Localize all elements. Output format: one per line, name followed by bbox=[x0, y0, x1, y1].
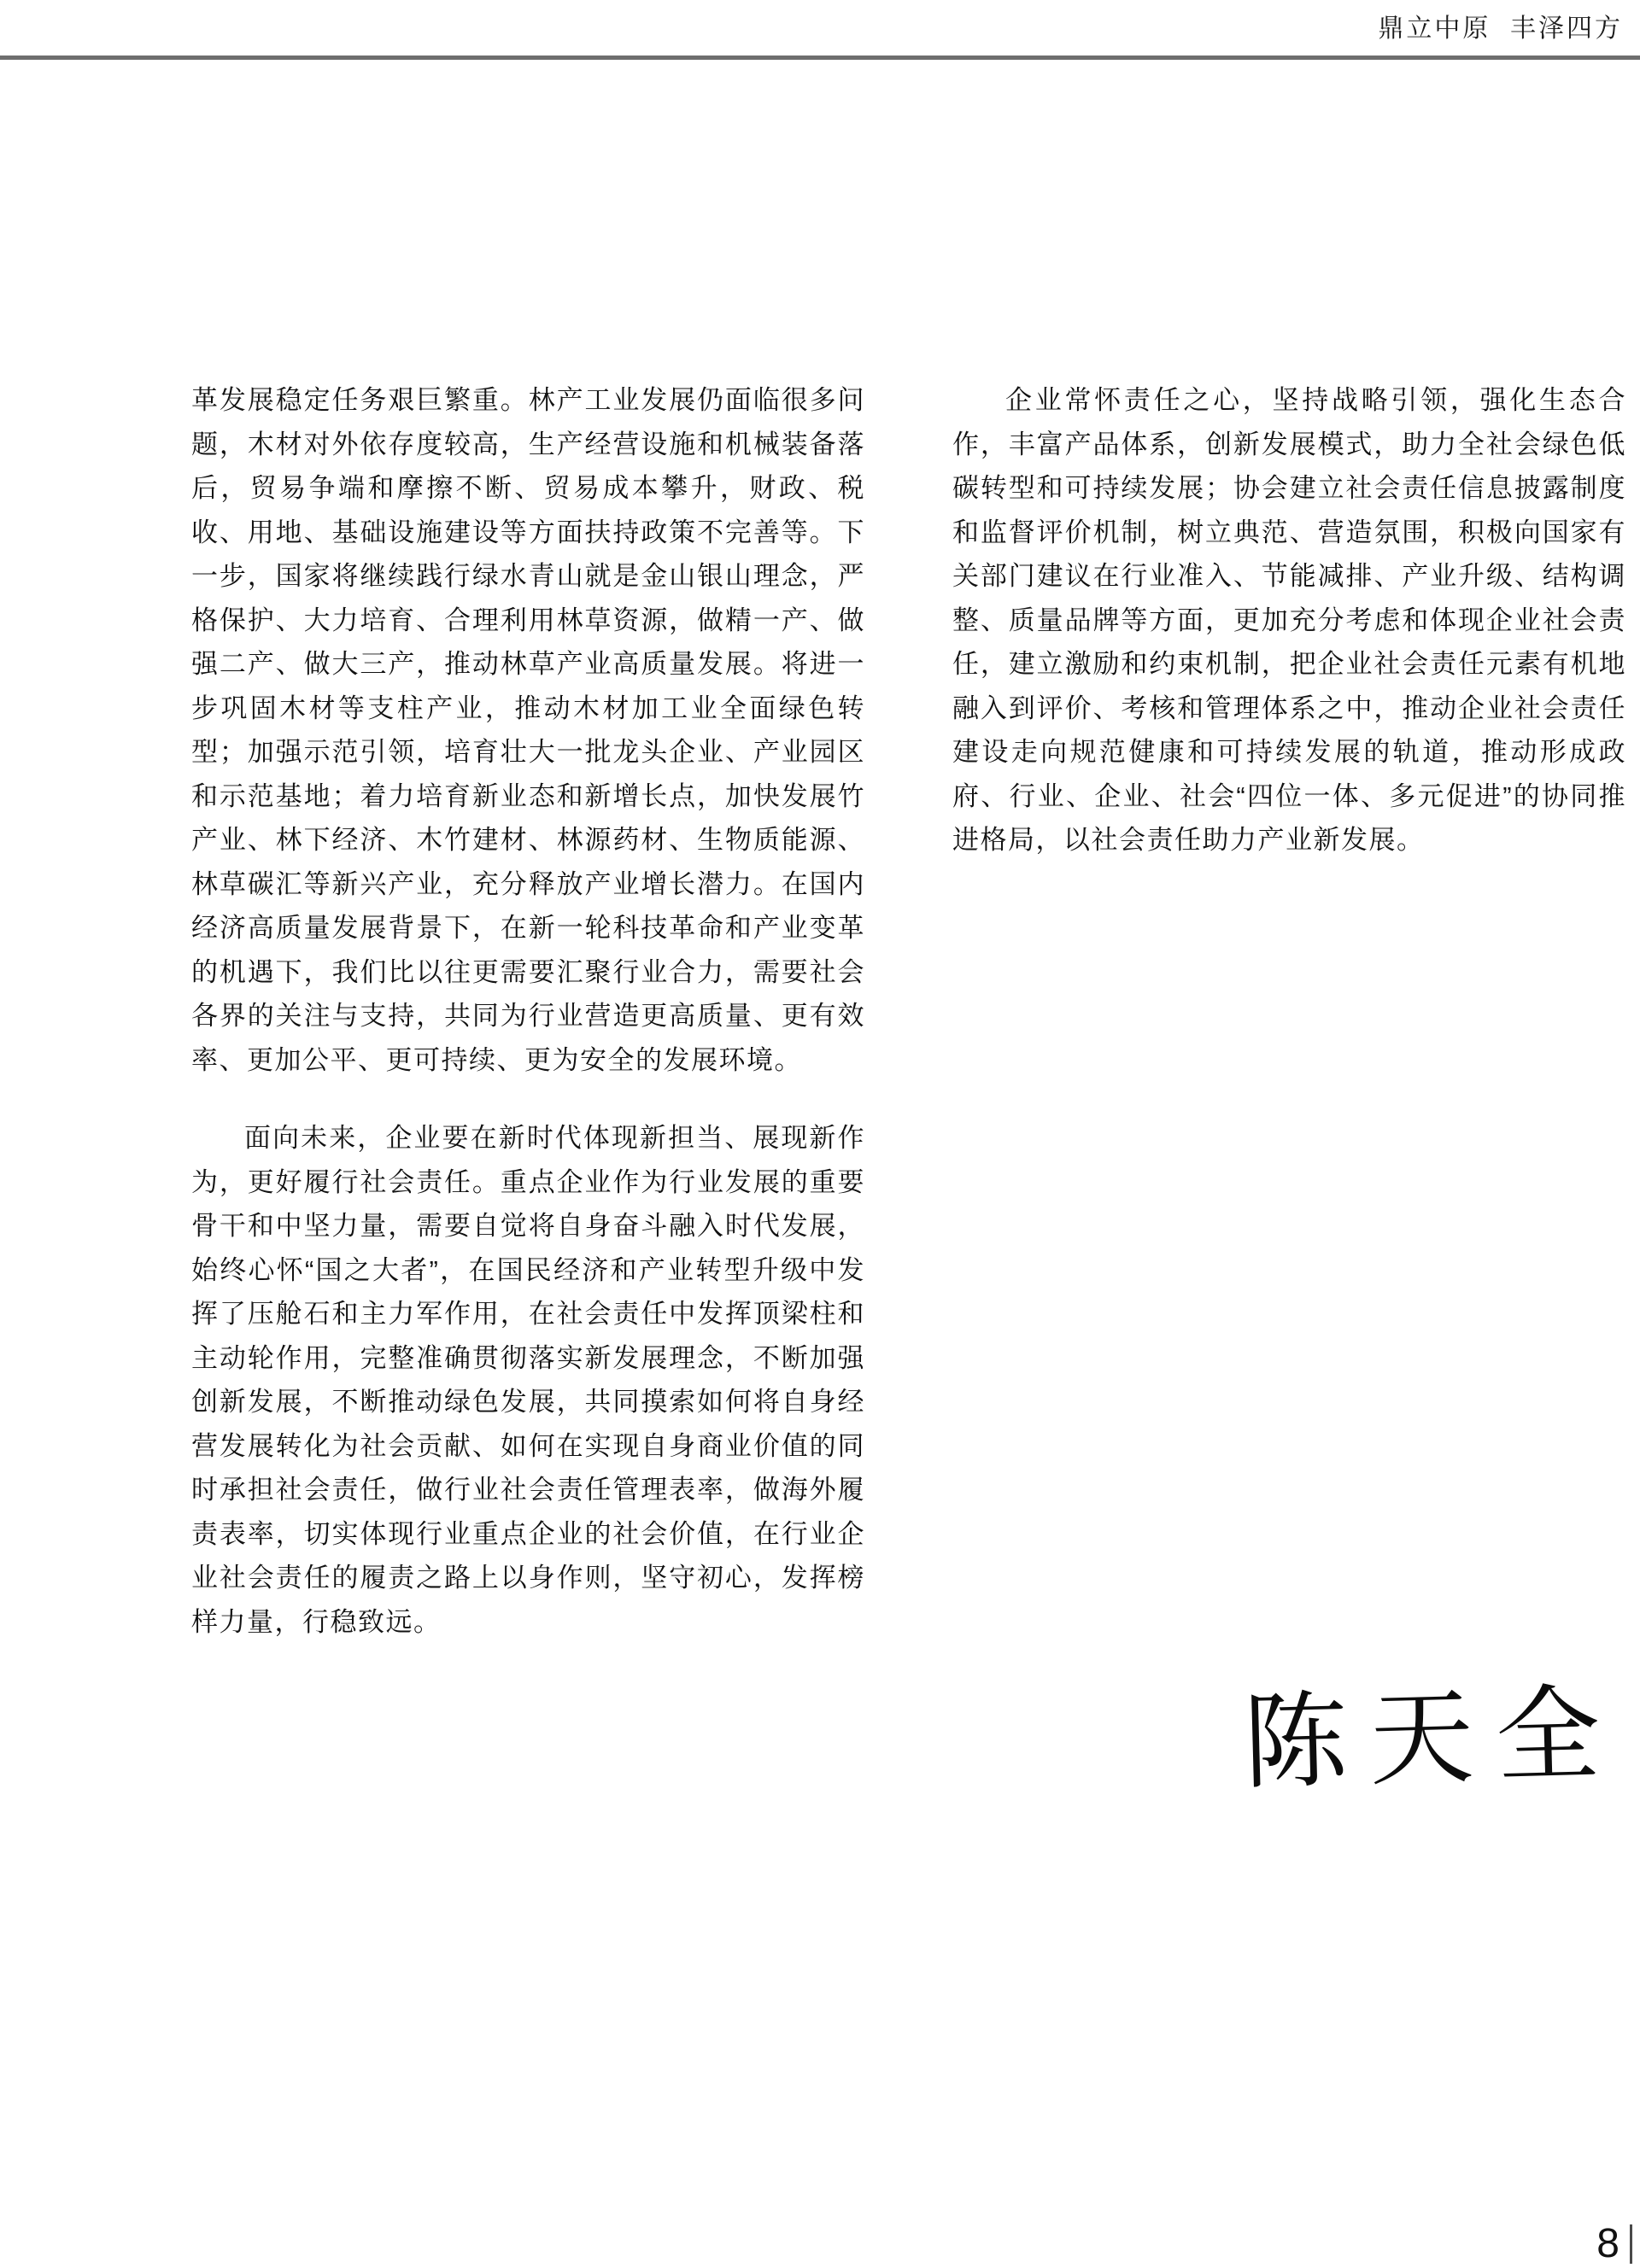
header-rule bbox=[0, 56, 1640, 60]
page-content bbox=[0, 378, 1640, 1644]
body-paragraph: 革发展稳定任务艰巨繁重。林产工业发展仍面临很多问题，木材对外依存度较高，生产经营设施和机械装备落后，贸易争端和摩擦不断、贸易成本攀升，财政、税收、用地、基础设施建设等方面扶持政策不完善等。下一步，国家将继续践行绿水青山就是金山银山理念，严格保护、大力培育、合理利用林草资源，做精一产、做强二产、做大三产，推动林草产业高质量发展。将进一步巩固木材等支柱产业，推动木材加工业全面绿色转型；加强示范引领，培育壮大一批龙头企业、产业园区和示范基地；着力培育新业态和新增长点，加快发展竹产业、林下经济、木竹建材、林源药材、生物质能源、林草碳汇等新兴产业，充分释放产业增长潜力。在国内经济高质量发展背景下，在新一轮科技革命和产业变革的机遇下，我们比以往更需要汇聚行业合力，需要社会各界的关注与支持，共同为行业营造更高质量、更有效率、更加公平、更可持续、更为安全的发展环境。 bbox=[191, 385, 865, 1075]
body-paragraph: 面向未来，企业要在新时代体现新担当、展现新作为，更好履行社会责任。重点企业作为行业发展的重要骨干和中坚力量，需要自觉将自身奋斗融入时代发展，始终心怀“国之大者”，在国民经济和产业转型升级中发挥了压舱石和主力军作用，在社会责任中发挥顶梁柱和主动轮作用，完整准确贯彻落实新发展理念，不断加强创新发展，不断推动绿色发展，共同摸索如何将自身经营发展转化为社会贡献、如何在实现自身商业价值的同时承担社会责任，做行业社会责任管理表率，做海外履责表率，切实体现行业重点企业的社会价值，在行业企业社会责任的履责之路上以身作则，坚守初心，发挥榜样力量，行稳致远。 bbox=[191, 1123, 865, 1637]
left-column bbox=[191, 378, 865, 1644]
right-column bbox=[952, 378, 1626, 1644]
signature: 陈天全 bbox=[1241, 1672, 1625, 1804]
page-number-divider bbox=[1630, 2224, 1632, 2264]
page-number: 8 bbox=[1596, 2221, 1620, 2266]
body-paragraph: 企业常怀责任之心，坚持战略引领，强化生态合作，丰富产品体系，创新发展模式，助力全社会绿色低碳转型和可持续发展；协会建立社会责任信息披露制度和监督评价机制，树立典范、营造氛围，积极向国家有关部门建议在行业准入、节能减排、产业升级、结构调整、质量品牌等方面，更加充分考虑和体现企业社会责任，建立激励和约束机制，把企业社会责任元素有机地融入到评价、考核和管理体系之中，推动企业社会责任建设走向规范健康和可持续发展的轨道，推动形成政府、行业、企业、社会“四位一体、多元促进”的协同推进格局，以社会责任助力产业新发展。 bbox=[952, 385, 1626, 855]
page-header bbox=[0, 7, 1623, 44]
page-folio bbox=[1596, 2221, 1632, 2266]
header-slogan: 鼎立中原 丰泽四方 bbox=[1378, 15, 1623, 43]
